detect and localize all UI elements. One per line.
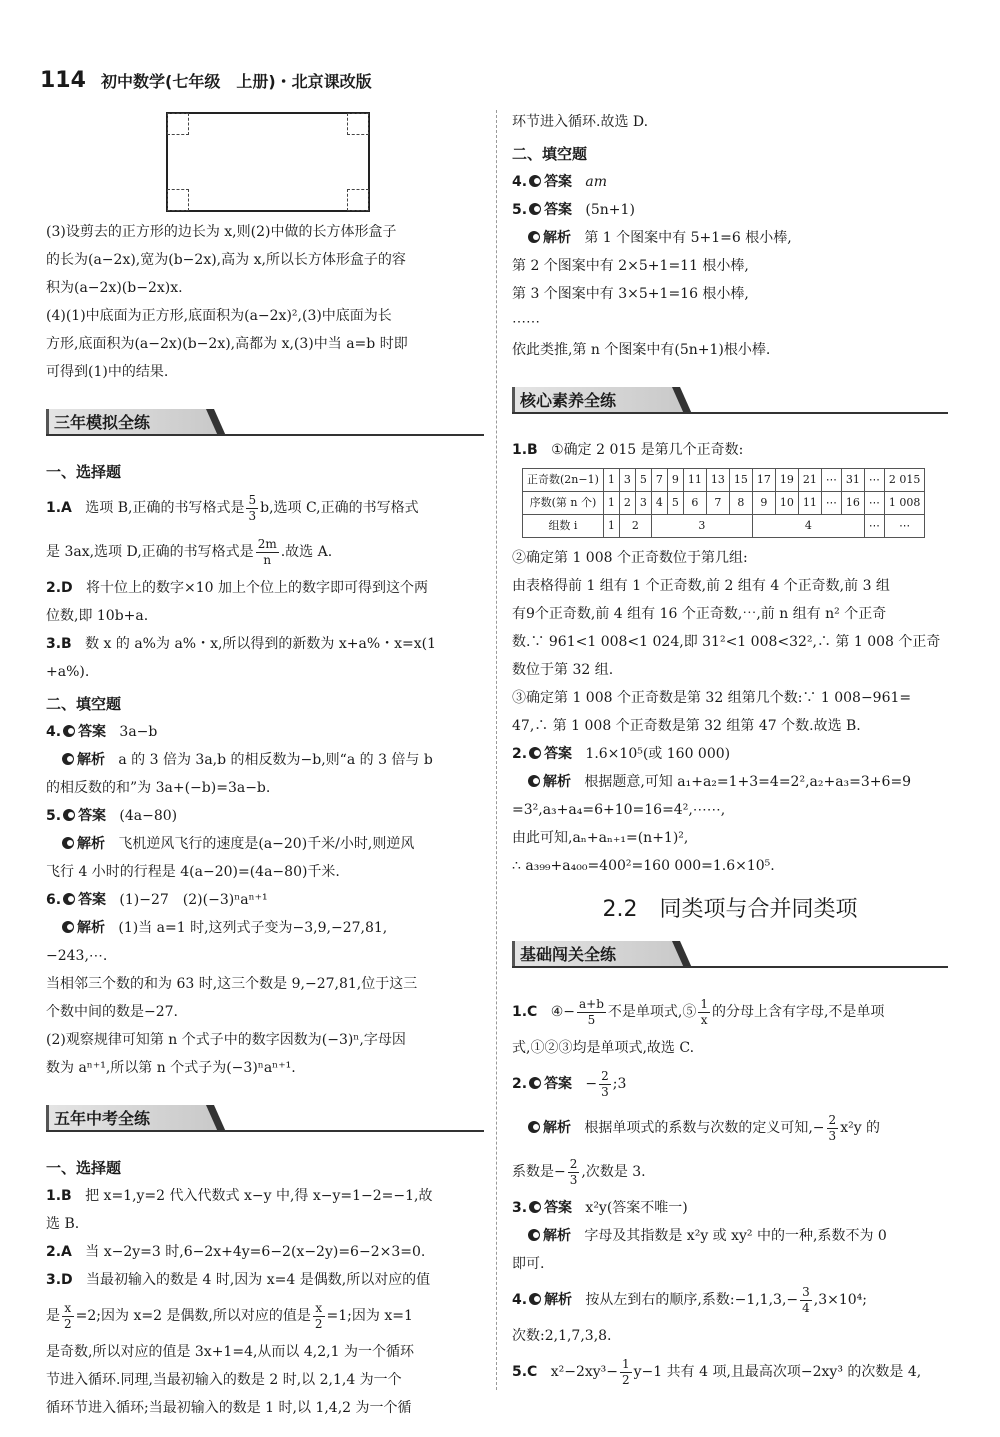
fraction [568,1157,580,1188]
question-number: 1.B [46,1188,72,1204]
answer-label: 答案 [78,892,107,908]
text-line: (3)设剪去的正方形的边长为 x,则(2)中做的长方体形盒子 [46,224,397,240]
text: ①确定 2 015 是第几个正奇数: [551,442,744,458]
text: 根据单项式的系数与次数的定义可知,− [584,1120,825,1136]
question-number: 5. [46,808,62,824]
denominator: x [700,1012,708,1027]
explanation-label: 解析 [77,836,105,852]
table-cell: 3 [651,515,752,538]
answer-line [46,630,484,658]
table-cell: ⋯ [864,515,884,538]
explanation-line [512,1222,948,1250]
text-line: ②确定第 1 008 个正奇数位于第几组: [512,550,748,566]
text: .故选 A. [280,544,333,560]
text: 系数是− [512,1164,566,1180]
table-cell: 2 [619,492,635,515]
text-line: 循环节进入循环;当最初输入的数是 1 时,以 1,4,2 为一个循 [46,1400,412,1416]
table-cell: 17 [752,469,775,492]
text-line: 位数,即 10b+a. [46,608,149,624]
table-cell: 19 [775,469,798,492]
text: 第 1 个图案中有 5+1=6 根小棒, [584,230,792,246]
table-cell: 4 [651,492,667,515]
table-cell: 3 [635,492,651,515]
denominator: 2 [64,1316,72,1331]
question-number: 1.B [512,442,538,458]
answer-line [46,1294,484,1338]
explanation-label: 解析 [543,230,571,246]
explanation-label: 解析 [543,1120,571,1136]
explanation-icon [529,1293,541,1305]
fraction [246,493,258,524]
table-cell: 11 [798,492,821,515]
numerator: 2 [828,1112,837,1127]
answer-value: (5n+1) [585,202,635,218]
corner-square-bl [167,189,189,211]
question-number: 1.C [512,1004,538,1020]
text-line: 是奇数,所以对应的值是 3x+1=4,从而以 4,2,1 为一个循环 [46,1344,414,1360]
denominator: 4 [802,1300,810,1315]
explanation-line [46,830,484,858]
text-line: 数为 aⁿ⁺¹,所以第 n 个式子为(−3)ⁿaⁿ⁺¹. [46,1060,296,1076]
book-title: 初中数学(七年级 上册)・北京课改版 [101,72,372,91]
row-header: 组数 i [523,515,604,538]
row-header: 正奇数(2n−1) [523,469,604,492]
column-divider [496,110,497,1390]
question-number: 2.D [46,580,73,596]
text-line: 方形,底面积为(a−2x)(b−2x),高都为 x,(3)中当 a=b 时即 [46,336,408,352]
table-row [523,515,925,538]
text: =2;因为 x=2 是偶数,所以对应的值是 [75,1308,311,1324]
answer-line [512,196,948,224]
numerator: 2m [257,536,277,551]
question-number: 2.A [46,1244,72,1260]
answer-line [46,886,484,914]
explanation-label: 解析 [543,1228,571,1244]
answer-icon [529,747,541,759]
text: 把 x=1,y=2 代入代数式 x−y 中,得 x−y=1−2=−1,故 [85,1188,433,1204]
answer-icon [529,175,541,187]
banner-title: 五年中考全练 [54,1109,151,1128]
answer-label: 答案 [78,808,107,824]
answer-label: 答案 [544,1200,573,1216]
question-number: 3.D [46,1272,73,1288]
question-number: 2. [512,1076,528,1092]
text-line: 的长为(a−2x),宽为(b−2x),高为 x,所以长方体形盒子的容 [46,252,406,268]
answer-value: 1.6×10⁵(或 160 000) [585,746,731,762]
text: y−1 共有 4 项,且最高次项−2xy³ 的次数是 4, [633,1364,922,1380]
text-line: 47,∴ 第 1 008 个正奇数是第 32 组第 47 个数.故选 B. [512,718,861,734]
answer-line [512,168,948,196]
text-line: 第 3 个图案中有 3×5+1=16 根小棒, [512,286,749,302]
table-cell: ⋯ [884,515,925,538]
text-line: 可得到(1)中的结果. [46,364,169,380]
answer-line [46,802,484,830]
answer-icon [529,1201,541,1213]
numerator: 1 [622,1356,630,1371]
subsection-heading: 二、填空题 [46,695,122,713]
subsection-heading: 二、填空题 [512,145,588,163]
text-line: 个数中间的数是−27. [46,1004,178,1020]
question-number: 4. [512,174,528,190]
text-line: −243,⋯. [46,948,108,964]
answer-value: am [585,174,608,190]
text-line: 有9个正奇数,前 4 组有 16 个正奇数,⋯,前 n 组有 n² 个正奇 [512,606,887,622]
numerator: 2 [601,1068,609,1083]
answer-icon [63,809,75,821]
text-line: +a%). [46,664,90,680]
text-line: 飞行 4 小时的行程是 4(a−20)=(4a−80)千米. [46,864,340,880]
table-cell: 31 [841,469,864,492]
text: 当 x−2y=3 时,6−2x+4y=6−2(x−2y)=6−2×3=0. [85,1244,426,1260]
table-cell: 7 [651,469,667,492]
answer-value: x²y(答案不唯一) [585,1200,688,1216]
answer-line [46,718,484,746]
text-line: ∴ a₃₉₉+a₄₀₀=400²=160 000=1.6×10⁵. [512,858,775,874]
answer-value: 3a−b [119,724,158,740]
odd-number-table [522,468,925,538]
numerator: 3 [802,1284,810,1299]
explanation-line [512,1106,948,1150]
text-line: (4)(1)中底面为正方形,底面积为(a−2x)²,(3)中底面为长 [46,308,392,324]
text-line: ⋯⋯ [512,314,540,330]
text: =1;因为 x=1 [326,1308,413,1324]
text: (1)当 a=1 时,这列式子变为−3,9,−27,81, [118,920,388,936]
denominator: 2 [314,1316,323,1331]
question-number: 4. [512,1292,528,1308]
answer-value: (4a−80) [119,808,178,824]
fraction [256,537,279,568]
answer-icon [63,893,75,905]
section-banner [512,378,948,424]
table-cell: ⋯ [864,492,884,515]
right-column [512,108,948,1417]
page-number: 114 [40,68,86,93]
answer-label: 答案 [544,174,573,190]
fraction [313,1301,325,1332]
explanation-label: 解析 [543,774,571,790]
corner-square-br [347,189,369,211]
denominator: 2 [622,1372,630,1387]
text: 根据题意,可知 a₁+a₂=1+3=4=2²,a₂+a₃=3+6=9 [584,774,912,790]
denominator: 3 [569,1172,578,1187]
text-line: 依此类推,第 n 个图案中有(5n+1)根小棒. [512,342,771,358]
answer-icon [529,1077,541,1089]
text-line: 环节进入循环.故选 D. [512,114,649,130]
table-cell: 1 [603,515,619,538]
text: 是 3ax,选项 D,正确的书写格式是 [46,544,254,560]
question-number: 3.B [46,636,72,652]
explanation-icon [62,837,74,849]
explanation-icon [528,1121,540,1133]
table-cell: 2 015 [884,469,925,492]
text-line: 当相邻三个数的和为 63 时,这三个数是 9,−27,81,位于这三 [46,976,418,992]
explanation-icon [62,753,74,765]
section-banner [46,1096,484,1142]
answer-label: 答案 [544,746,573,762]
table-cell: 16 [841,492,864,515]
text-line: 积为(a−2x)(b−2x)x. [46,280,183,296]
answer-line [46,1238,484,1266]
corner-square-tl [167,113,189,135]
denominator: n [263,552,272,567]
explanation-line [512,224,948,252]
numerator: x [313,1301,325,1317]
box-figure [166,112,370,212]
fraction [599,1069,611,1100]
fraction [827,1113,839,1144]
text: 是 [46,1308,60,1324]
banner-title: 基础闯关全练 [520,945,617,964]
denominator: 3 [248,508,257,523]
fraction [800,1285,812,1316]
text: ④− [550,1004,575,1020]
text-line: 节进入循环.同理,当最初输入的数是 2 时,以 2,1,4 为一个 [46,1372,402,1388]
text-line: (2)观察规律可知第 n 个式子中的数字因数为(−3)ⁿ,字母因 [46,1032,406,1048]
fraction [577,997,606,1028]
explanation-icon [528,231,540,243]
numerator: a+b [578,996,604,1011]
table-cell: 9 [667,469,683,492]
text: 飞机逆风飞行的速度是(a−20)千米/小时,则逆风 [118,836,415,852]
question-number: 4. [46,724,62,740]
question-number: 5.C [512,1364,538,1380]
text-line: 的相反数的和”为 3a+(−b)=3a−b. [46,780,271,796]
answer-line [512,1350,948,1394]
text-line: 第 2 个图案中有 2×5+1=11 根小棒, [512,258,749,274]
question-number: 3. [512,1200,528,1216]
answer-line [46,574,484,602]
table-cell: 15 [729,469,752,492]
answer-line [512,740,948,768]
table-cell: 9 [752,492,775,515]
denominator: 3 [828,1128,837,1143]
section-title: 2.2 同类项与合并同类项 [602,897,858,922]
explanation-label: 解析 [77,752,105,768]
table-cell: 21 [798,469,821,492]
text-line: ③确定第 1 008 个正奇数是第 32 组第几个数:∵ 1 008−961= [512,690,912,706]
answer-label: 答案 [544,1076,573,1092]
table-cell: 8 [729,492,752,515]
table-cell: ⋯ [864,469,884,492]
banner-title: 三年模拟全练 [54,413,151,432]
section-banner [46,400,484,446]
table-cell: ⋯ [821,492,841,515]
explanation-line [46,746,484,774]
text-line: 式,①②③均是单项式,故选 C. [512,1040,695,1056]
text: x²y 的 [840,1120,881,1136]
answer-line [46,1182,484,1210]
text-line [512,1150,948,1194]
denominator: 3 [601,1084,609,1099]
question-number: 6. [46,892,62,908]
answer-line [512,436,948,464]
text-line: 即可. [512,1256,545,1272]
answer-line [46,486,484,530]
text: a 的 3 倍为 3a,b 的相反数为−b,则“a 的 3 倍与 b [118,752,433,768]
corner-square-tr [347,113,369,135]
text: x²−2xy³− [550,1364,618,1380]
text: 按从左到右的顺序,系数:−1,1,3,− [585,1292,799,1308]
text: ,3×10⁴; [813,1292,867,1308]
left-column [46,106,484,1417]
row-header: 序数(第 n 个) [523,492,604,515]
answer-label: 答案 [78,724,107,740]
text: 的分母上含有字母,不是单项 [711,1004,885,1020]
table-row [523,492,925,515]
page-header [40,68,372,93]
answer-line [46,1266,484,1294]
text: 字母及其指数是 x²y 或 xy² 中的一种,系数不为 0 [584,1228,887,1244]
table-cell: ⋯ [821,469,841,492]
answer-icon [63,725,75,737]
numerator: 5 [248,492,257,507]
text: 选项 B,正确的书写格式是 [85,500,245,516]
table-row [523,469,925,492]
text: ,次数是 3. [581,1164,646,1180]
table-cell: 2 [619,515,651,538]
text-line: =3²,a₃+a₄=6+10=16=4²,⋯⋯, [512,802,726,818]
question-number: 5. [512,202,528,218]
table-cell: 6 [683,492,706,515]
text: − [585,1076,598,1092]
numerator: x [62,1301,74,1317]
text: b,选项 C,正确的书写格式 [260,500,419,516]
table-cell: 5 [635,469,651,492]
explanation-icon [62,921,74,933]
answer-value: (1)−27 (2)(−3)ⁿaⁿ⁺¹ [119,892,268,908]
table-cell: 1 [603,469,619,492]
table-cell: 3 [619,469,635,492]
explanation-label: 解析 [544,1292,573,1308]
explanation-line [512,768,948,796]
answer-line [512,1194,948,1222]
fraction [698,997,710,1028]
text: 将十位上的数字×10 加上个位上的数字即可得到这个两 [86,580,429,596]
answer-line [46,530,484,574]
denominator: 5 [587,1012,596,1027]
explanation-icon [528,775,540,787]
table-cell: 1 [603,492,619,515]
text-line: 选 B. [46,1216,80,1232]
table-cell: 5 [667,492,683,515]
explanation-line [512,1278,948,1322]
numerator: 1 [700,996,708,1011]
numerator: 2 [569,1156,578,1171]
text-line: 由此可知,aₙ+aₙ₊₁=(n+1)², [512,830,689,846]
text: 数 x 的 a%为 a%・x,所以得到的新数为 x+a%・x=x(1 [85,636,437,652]
table-cell: 13 [706,469,729,492]
answer-icon [529,203,541,215]
explanation-line [46,914,484,942]
table-cell: 4 [752,515,864,538]
fraction [62,1301,74,1332]
explanation-label: 解析 [77,920,105,936]
question-number: 1.A [46,500,72,516]
fraction [620,1357,632,1388]
answer-line [512,990,948,1034]
table-cell: 11 [683,469,706,492]
table-cell: 7 [706,492,729,515]
question-number: 2. [512,746,528,762]
table-cell: 1 008 [884,492,925,515]
text-line: 数位于第 32 组. [512,662,614,678]
subsection-heading: 一、选择题 [46,463,122,481]
text-line: 由表格得前 1 组有 1 个正奇数,前 2 组有 4 个正奇数,前 3 组 [512,578,890,594]
text-line: 数.∵ 961<1 008<1 024,即 31²<1 008<32²,∴ 第 1 008 个正奇 [512,634,941,650]
text-line: 次数:2,1,7,3,8. [512,1328,612,1344]
text: ;3 [612,1076,627,1092]
table-cell: 10 [775,492,798,515]
subsection-heading: 一、选择题 [46,1159,122,1177]
answer-label: 答案 [544,202,573,218]
text: 当最初输入的数是 4 时,因为 x=4 是偶数,所以对应的值 [86,1272,431,1288]
section-banner [512,932,948,978]
text: 不是单项式,⑤ [607,1004,697,1020]
banner-title: 核心素养全练 [520,391,617,410]
explanation-icon [528,1229,540,1241]
answer-line [512,1062,948,1106]
